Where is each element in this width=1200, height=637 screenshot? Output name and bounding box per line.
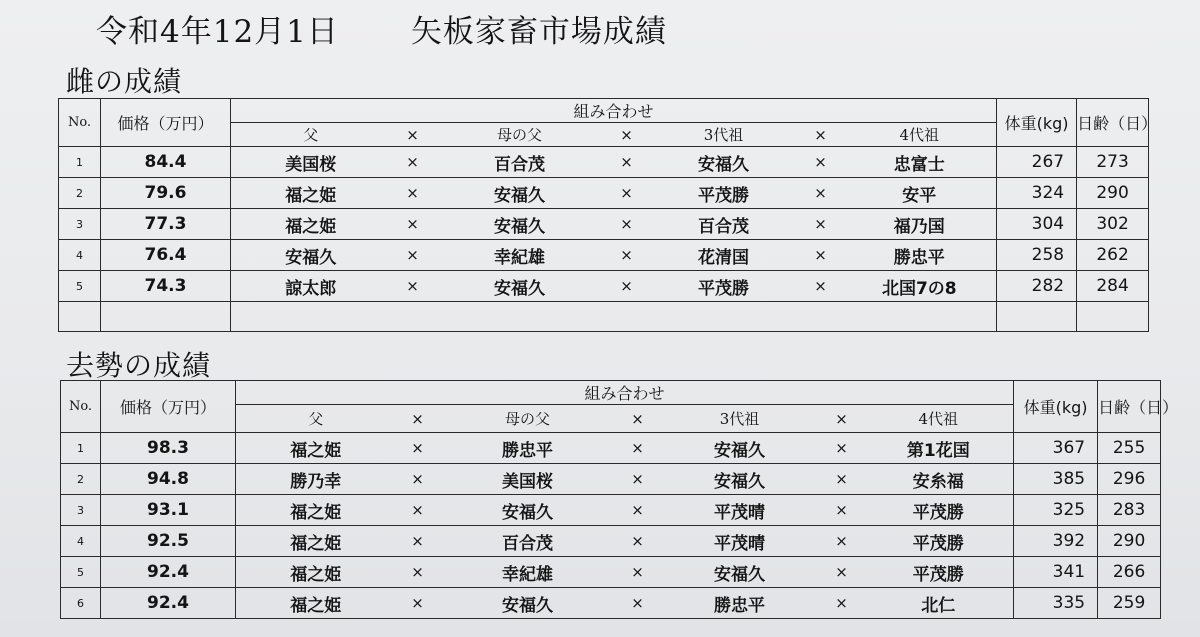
weight-cell: 367 [1014, 433, 1098, 464]
times-sign: × [616, 557, 660, 588]
gen4-cell: 平茂勝 [864, 557, 1014, 588]
times-sign: × [391, 240, 435, 271]
weight-cell: 392 [1014, 526, 1098, 557]
gen4-cell: 忠富士 [843, 147, 997, 178]
weight-cell: 385 [1014, 464, 1098, 495]
age-cell: 262 [1077, 240, 1149, 271]
times-sign: × [396, 588, 440, 619]
female-results-table [58, 98, 1158, 332]
gen4-cell: 安糸福 [864, 464, 1014, 495]
table-row [59, 147, 1149, 178]
empty-cell [231, 302, 997, 332]
price-cell: 94.8 [101, 464, 236, 495]
gen4-cell: 平茂勝 [864, 495, 1014, 526]
age-cell: 255 [1098, 433, 1161, 464]
age-cell: 296 [1098, 464, 1161, 495]
age-cell: 266 [1098, 557, 1161, 588]
table-row [61, 495, 1161, 526]
age-cell: 259 [1098, 588, 1161, 619]
times-sign: × [820, 433, 864, 464]
mother-father-cell: 百合茂 [435, 147, 605, 178]
times-sign: × [605, 209, 649, 240]
times-sign: × [605, 271, 649, 302]
price-cell: 93.1 [101, 495, 236, 526]
table-row [61, 433, 1161, 464]
times-sign: × [799, 209, 843, 240]
weight-cell: 325 [1014, 495, 1098, 526]
times-sign: × [396, 464, 440, 495]
times-sign: × [820, 557, 864, 588]
times-sign: × [391, 209, 435, 240]
age-cell: 283 [1098, 495, 1161, 526]
gen4-cell: 平茂勝 [864, 526, 1014, 557]
steer-section-title: 去勢の成績 [66, 349, 212, 382]
row-number: 4 [61, 526, 101, 557]
mother-father-cell: 幸紀雄 [435, 240, 605, 271]
empty-cell [59, 302, 101, 332]
row-number: 2 [61, 464, 101, 495]
times-sign: × [616, 526, 660, 557]
times-sign: × [820, 495, 864, 526]
header-times: × [616, 405, 660, 433]
price-cell: 76.4 [101, 240, 231, 271]
times-sign: × [616, 588, 660, 619]
header-father: 父 [231, 123, 391, 147]
mother-father-cell: 美国桜 [440, 464, 616, 495]
row-number: 1 [59, 147, 101, 178]
steer-results-table [60, 380, 1179, 619]
gen3-cell: 勝忠平 [660, 588, 820, 619]
times-sign: × [820, 588, 864, 619]
table-row [59, 178, 1149, 209]
times-sign: × [820, 526, 864, 557]
times-sign: × [396, 433, 440, 464]
gen3-cell: 百合茂 [649, 209, 799, 240]
weight-cell: 335 [1014, 588, 1098, 619]
age-cell: 290 [1098, 526, 1161, 557]
father-cell: 勝乃幸 [236, 464, 396, 495]
table-row [61, 588, 1161, 619]
gen3-cell: 安福久 [660, 433, 820, 464]
gen4-cell: 福乃国 [843, 209, 997, 240]
header-weight: 体重(kg) [1014, 381, 1098, 433]
header-times: × [605, 123, 649, 147]
row-number: 6 [61, 588, 101, 619]
gen3-cell: 平茂勝 [649, 271, 799, 302]
header-weight: 体重(kg) [997, 99, 1077, 147]
header-gen4: 4代祖 [843, 123, 997, 147]
times-sign: × [616, 495, 660, 526]
header-price: 価格（万円） [101, 381, 236, 433]
times-sign: × [605, 240, 649, 271]
header-price: 価格（万円） [101, 99, 231, 147]
mother-father-cell: 幸紀雄 [440, 557, 616, 588]
price-cell: 77.3 [101, 209, 231, 240]
weight-cell: 324 [997, 178, 1077, 209]
row-number: 3 [59, 209, 101, 240]
table-row [59, 209, 1149, 240]
mother-father-cell: 安福久 [435, 209, 605, 240]
father-cell: 諒太郎 [231, 271, 391, 302]
document-title [96, 6, 667, 51]
weight-cell: 258 [997, 240, 1077, 271]
times-sign: × [605, 147, 649, 178]
price-cell: 74.3 [101, 271, 231, 302]
table-row [61, 526, 1161, 557]
gen3-cell: 平茂晴 [660, 526, 820, 557]
times-sign: × [391, 147, 435, 178]
times-sign: × [799, 147, 843, 178]
father-cell: 福之姫 [236, 588, 396, 619]
female-section-title: 雌の成績 [66, 65, 183, 98]
gen3-cell: 安福久 [660, 557, 820, 588]
price-cell: 79.6 [101, 178, 231, 209]
father-cell: 福之姫 [231, 178, 391, 209]
weight-cell: 304 [997, 209, 1077, 240]
gen4-cell: 第1花国 [864, 433, 1014, 464]
father-cell: 福之姫 [236, 557, 396, 588]
header-no: No. [59, 99, 101, 147]
times-sign: × [799, 240, 843, 271]
times-sign: × [616, 433, 660, 464]
father-cell: 福之姫 [236, 495, 396, 526]
times-sign: × [616, 464, 660, 495]
mother-father-cell: 勝忠平 [440, 433, 616, 464]
table-row [61, 464, 1161, 495]
price-cell: 84.4 [101, 147, 231, 178]
header-gen3: 3代祖 [660, 405, 820, 433]
row-number: 2 [59, 178, 101, 209]
empty-cell [1077, 302, 1149, 332]
father-cell: 美国桜 [231, 147, 391, 178]
table-row [59, 271, 1149, 302]
times-sign: × [820, 464, 864, 495]
gen4-cell: 勝忠平 [843, 240, 997, 271]
gen4-cell: 安平 [843, 178, 997, 209]
price-cell: 98.3 [101, 433, 236, 464]
price-cell: 92.4 [101, 557, 236, 588]
mother-father-cell: 百合茂 [440, 526, 616, 557]
father-cell: 福之姫 [236, 433, 396, 464]
mother-father-cell: 安福久 [435, 178, 605, 209]
mother-father-cell: 安福久 [440, 495, 616, 526]
empty-cell [101, 302, 231, 332]
gen3-cell: 安福久 [649, 147, 799, 178]
times-sign: × [391, 271, 435, 302]
gen3-cell: 花清国 [649, 240, 799, 271]
header-combination: 組み合わせ [231, 99, 997, 123]
header-times: × [799, 123, 843, 147]
table-row [59, 240, 1149, 271]
times-sign: × [605, 178, 649, 209]
gen3-cell: 安福久 [660, 464, 820, 495]
header-gen4: 4代祖 [864, 405, 1014, 433]
header-combination: 組み合わせ [236, 381, 1014, 405]
times-sign: × [799, 178, 843, 209]
times-sign: × [396, 557, 440, 588]
gen3-cell: 平茂勝 [649, 178, 799, 209]
price-cell: 92.4 [101, 588, 236, 619]
header-no: No. [61, 381, 101, 433]
times-sign: × [396, 495, 440, 526]
gen3-cell: 平茂晴 [660, 495, 820, 526]
row-number: 5 [59, 271, 101, 302]
title-date: 令和4年12月1日 [96, 14, 339, 50]
price-cell: 92.5 [101, 526, 236, 557]
header-age: 日齢（日） [1077, 99, 1149, 147]
row-number: 4 [59, 240, 101, 271]
age-cell: 273 [1077, 147, 1149, 178]
age-cell: 290 [1077, 178, 1149, 209]
row-number: 3 [61, 495, 101, 526]
empty-cell [997, 302, 1077, 332]
times-sign: × [396, 526, 440, 557]
table-row [61, 557, 1161, 588]
header-times: × [396, 405, 440, 433]
age-cell: 302 [1077, 209, 1149, 240]
father-cell: 福之姫 [231, 209, 391, 240]
mother-father-cell: 安福久 [440, 588, 616, 619]
header-mother-father: 母の父 [440, 405, 616, 433]
header-times: × [820, 405, 864, 433]
times-sign: × [391, 178, 435, 209]
title-market: 矢板家畜市場成績 [410, 14, 667, 50]
weight-cell: 341 [1014, 557, 1098, 588]
row-number: 5 [61, 557, 101, 588]
father-cell: 安福久 [231, 240, 391, 271]
times-sign: × [799, 271, 843, 302]
row-number: 1 [61, 433, 101, 464]
weight-cell: 282 [997, 271, 1077, 302]
gen4-cell: 北仁 [864, 588, 1014, 619]
gen4-cell: 北国7の8 [843, 271, 997, 302]
header-father: 父 [236, 405, 396, 433]
header-times: × [391, 123, 435, 147]
header-gen3: 3代祖 [649, 123, 799, 147]
father-cell: 福之姫 [236, 526, 396, 557]
age-cell: 284 [1077, 271, 1149, 302]
weight-cell: 267 [997, 147, 1077, 178]
mother-father-cell: 安福久 [435, 271, 605, 302]
header-mother-father: 母の父 [435, 123, 605, 147]
header-age: 日齢（日） [1098, 381, 1161, 433]
